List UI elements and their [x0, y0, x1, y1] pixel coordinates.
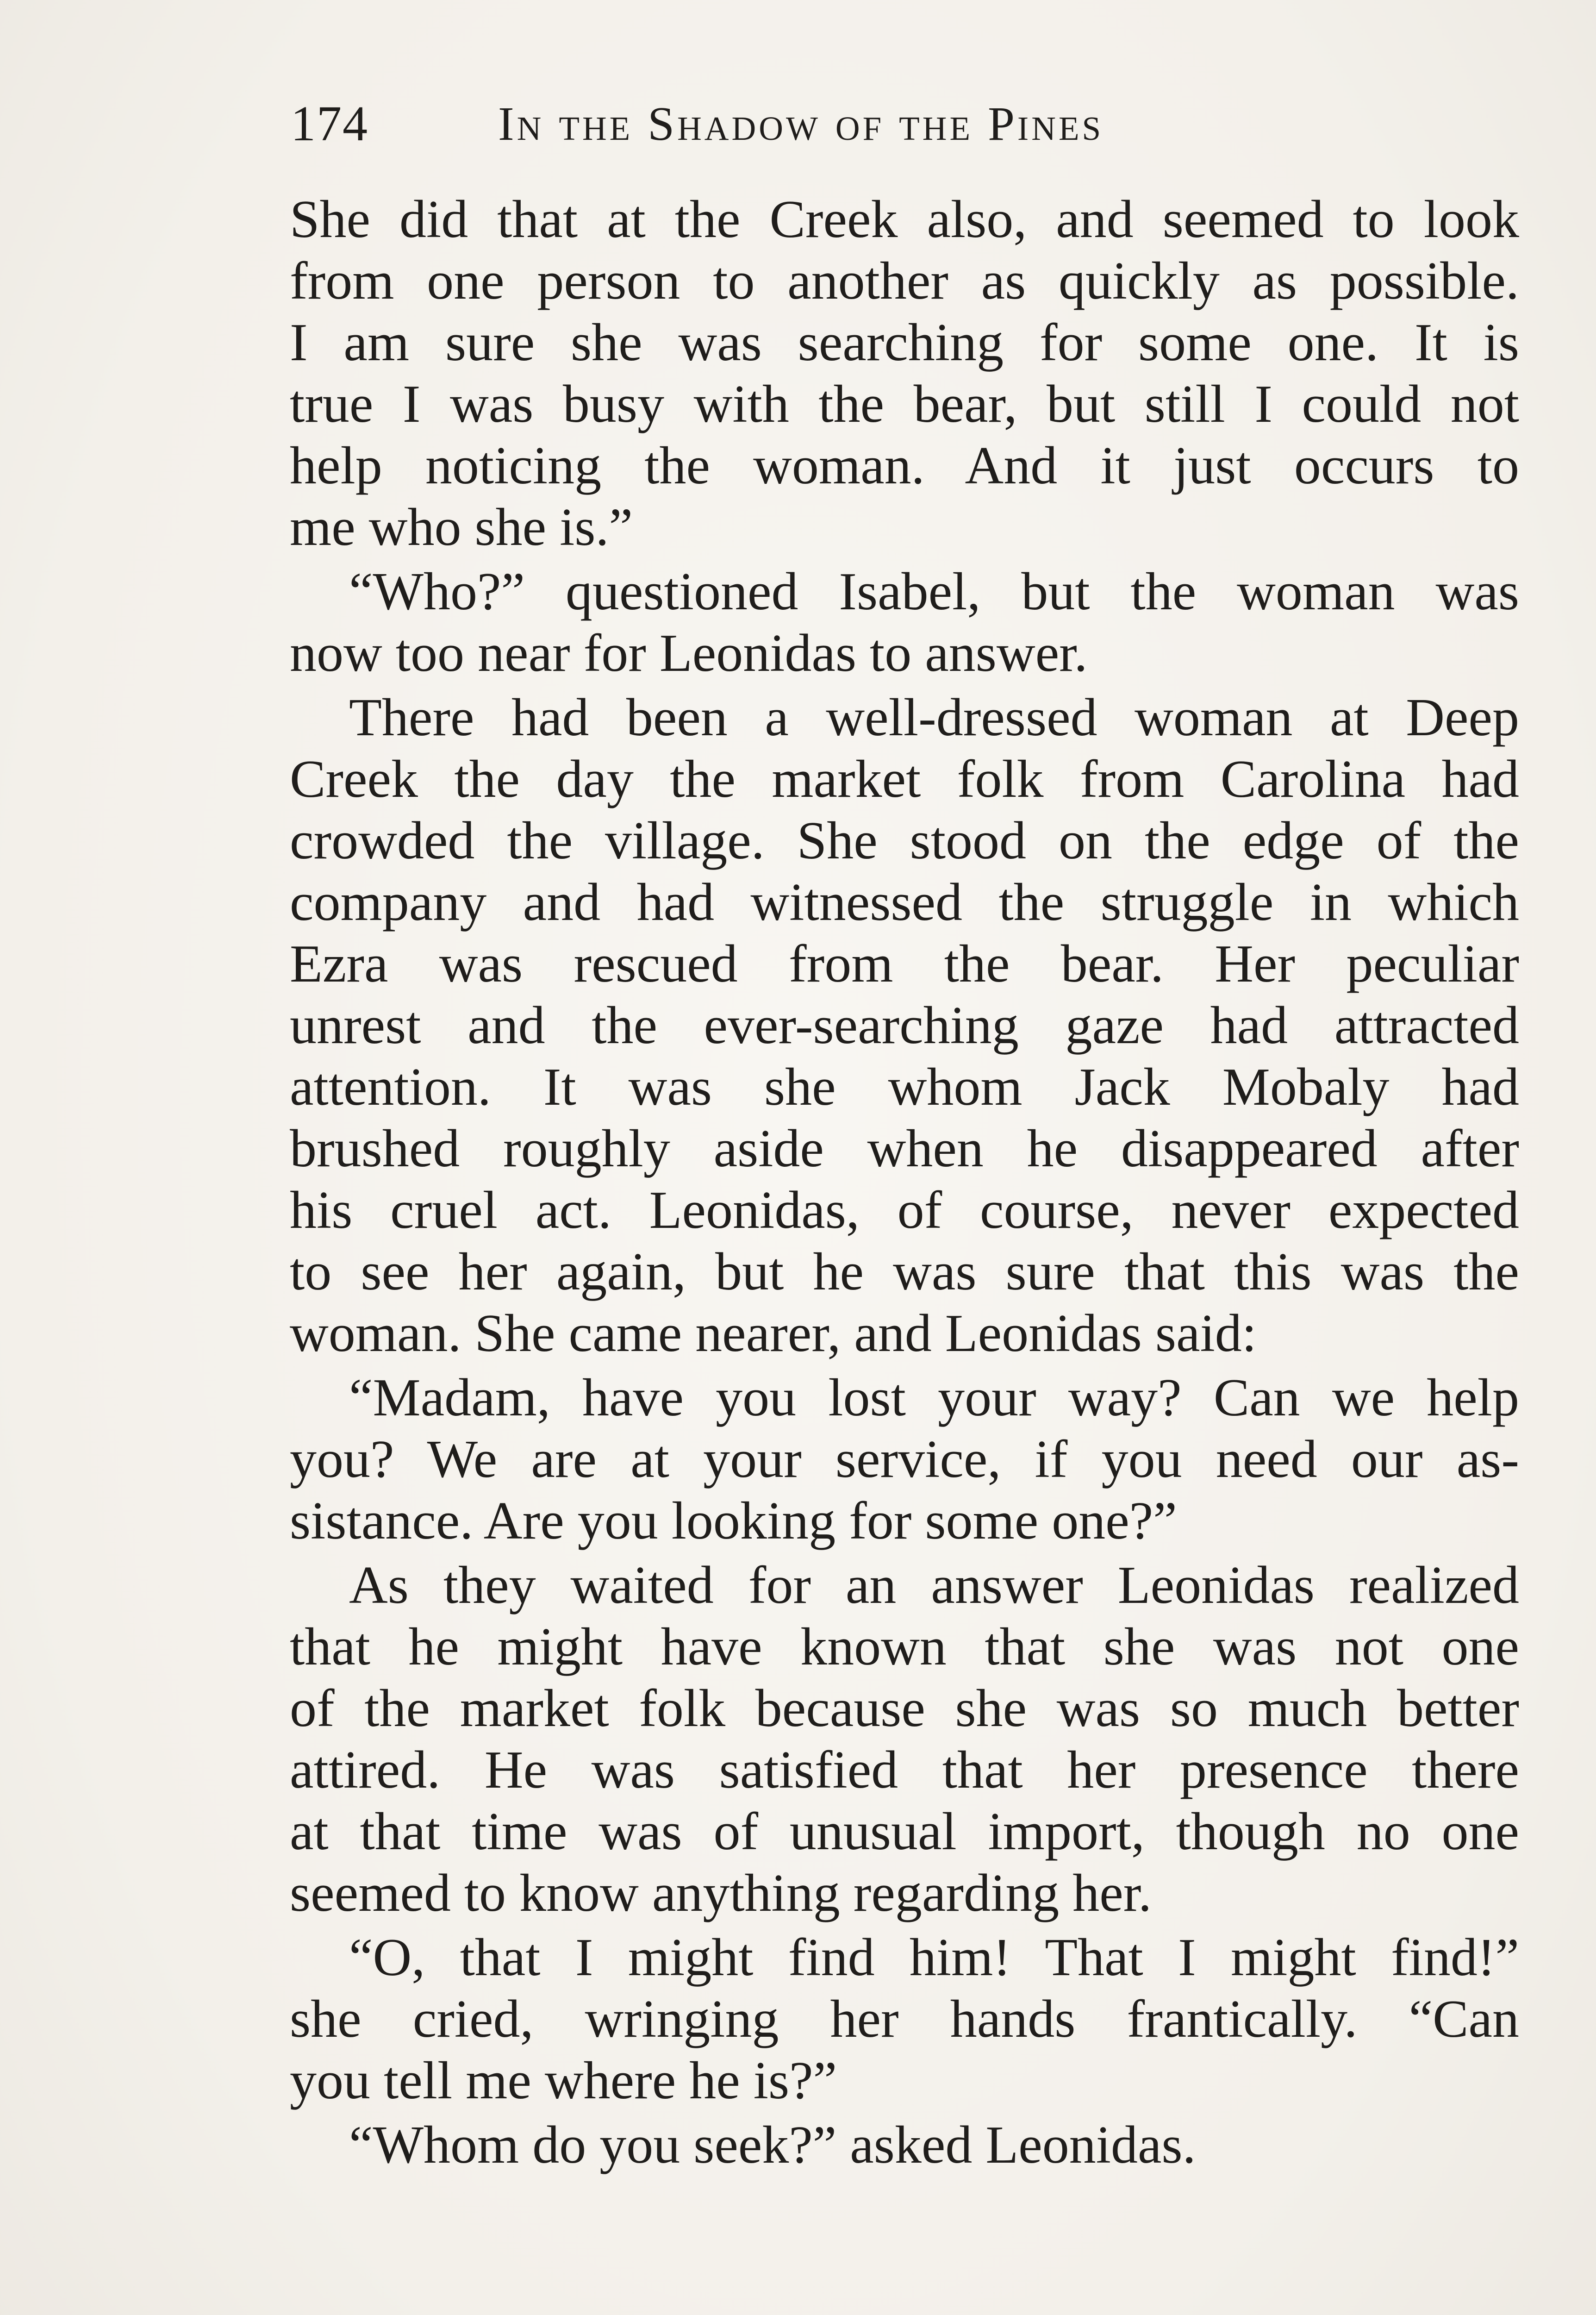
text-line: at that time was of unusual import, though no one — [290, 1802, 1519, 1861]
text-line: She did that at the Creek also, and seemed to look — [290, 190, 1519, 249]
text-line: “Whom do you seek?” asked Leonidas. — [349, 2115, 1196, 2175]
text-line: brushed roughly aside when he disappeared after — [290, 1119, 1519, 1178]
text-line: now too near for Leonidas to answer. — [290, 624, 1088, 683]
text-line: from one person to another as quickly as possible. — [290, 251, 1519, 311]
text-line: “Who?” questioned Isabel, but the woman was — [349, 562, 1519, 621]
text-line: attention. It was she whom Jack Mobaly had — [290, 1057, 1519, 1117]
text-line: true I was busy with the bear, but still I could not — [290, 375, 1519, 434]
text-line: Creek the day the market folk from Carolina had — [290, 750, 1519, 809]
body-text — [290, 189, 1519, 2179]
text-line: you? We are at your service, if you need our as- — [290, 1430, 1519, 1489]
paragraph — [290, 561, 1519, 684]
text-line: unrest and the ever-searching gaze had attracted — [290, 996, 1519, 1055]
running-head — [291, 92, 1309, 156]
paragraph — [290, 1555, 1519, 1924]
paragraph — [290, 1927, 1519, 2112]
text-line: attired. He was satisfied that her presence there — [290, 1740, 1519, 1800]
text-line: company and had witnessed the struggle in which — [290, 873, 1519, 932]
text-line: she cried, wringing her hands frantically. “Can — [290, 1990, 1519, 2049]
paragraph — [290, 687, 1519, 1364]
page-number: 174 — [291, 96, 368, 151]
text-line: “Madam, have you lost your way? Can we help — [349, 1368, 1519, 1427]
text-line: you tell me where he is?” — [290, 2051, 837, 2110]
text-line: sistance. Are you looking for some one?” — [290, 1491, 1177, 1551]
text-line: of the market folk because she was so much better — [290, 1679, 1519, 1738]
paragraph — [290, 1367, 1519, 1552]
text-line: “O, that I might find him! That I might find!” — [349, 1928, 1519, 1987]
text-line: As they waited for an answer Leonidas realized — [349, 1556, 1519, 1615]
text-line: I am sure she was searching for some one. It is — [290, 313, 1519, 372]
text-line: to see her again, but he was sure that this was the — [290, 1242, 1519, 1301]
text-line: me who she is.” — [290, 498, 633, 557]
text-line: woman. She came nearer, and Leonidas said: — [290, 1304, 1257, 1363]
paragraph — [290, 189, 1519, 558]
text-line: seemed to know anything regarding her. — [290, 1864, 1152, 1923]
text-line: Ezra was rescued from the bear. Her peculiar — [290, 934, 1519, 994]
text-line: There had been a well-dressed woman at Deep — [349, 688, 1519, 747]
text-line: that he might have known that she was not one — [290, 1617, 1519, 1677]
text-line: help noticing the woman. And it just occurs to — [290, 436, 1519, 495]
text-line: crowded the village. She stood on the edge of the — [290, 811, 1519, 870]
running-title: In the Shadow of the Pines — [498, 97, 1104, 150]
text-line: his cruel act. Leonidas, of course, never expected — [290, 1181, 1519, 1240]
paragraph — [290, 2115, 1519, 2176]
